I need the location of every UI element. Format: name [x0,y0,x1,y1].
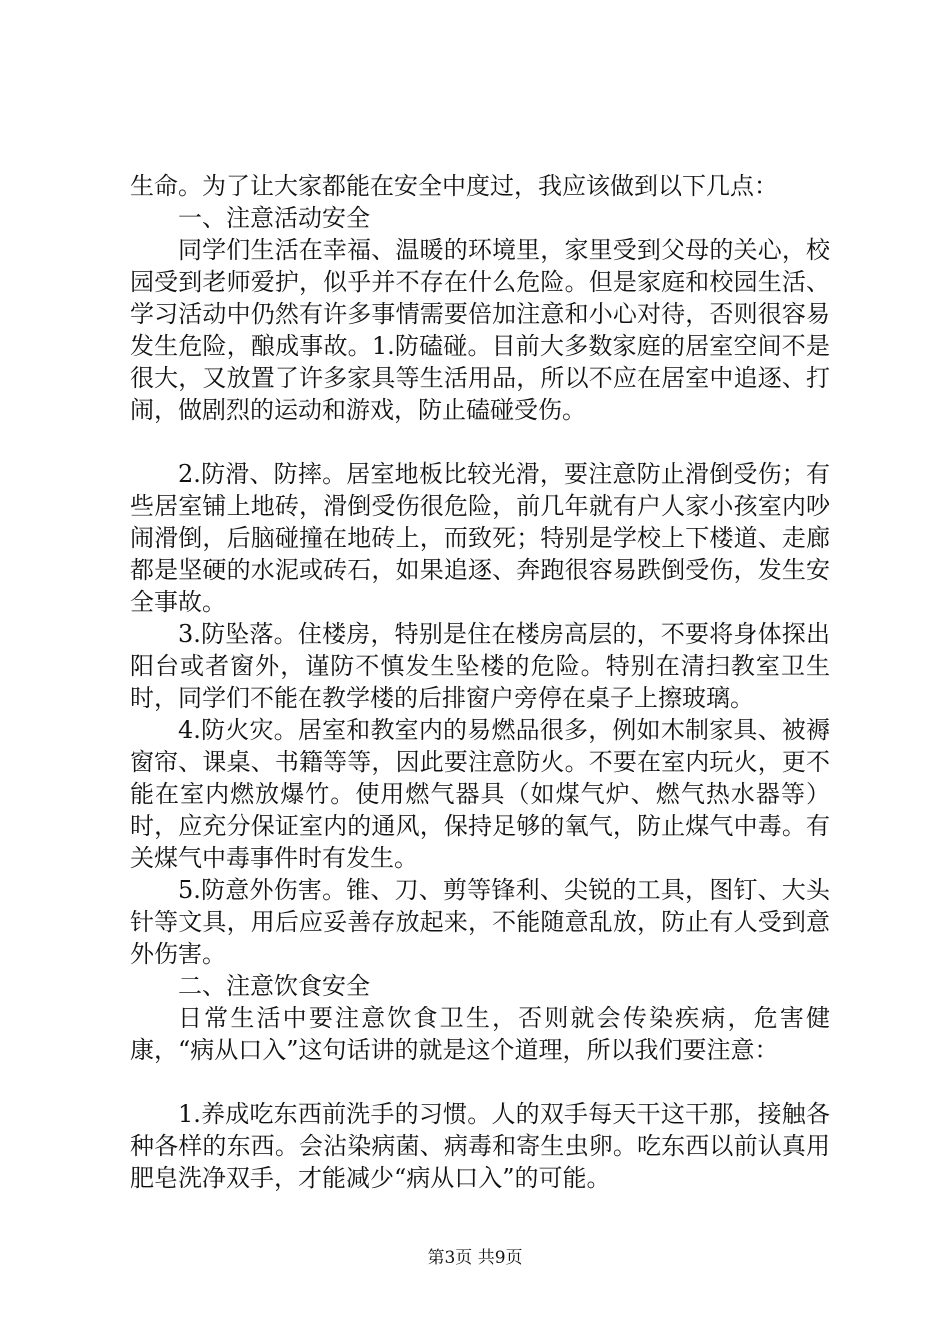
paragraph-activity-safety: 同学们生活在幸福、温暖的环境里，家里受到父母的关心，校园受到老师爱护，似乎并不存在什么危险。但是家庭和校园生活、学习活动中仍然有许多事情需要倍加注意和小心对待，否则很容易发生危险，酿成事故。1.防磕碰。目前大多数家庭的居室空间不是很大，又放置了许多家具等生活用品，所以不应在居室中追逐、打闹，做剧烈的运动和游戏，防止磕碰受伤。 [130,236,830,424]
section-heading-food-safety: 二、注意饮食安全 [178,972,370,1000]
paragraph-prevent-falling: 3.防坠落。住楼房，特别是住在楼房高层的，不要将身体探出阳台或者窗外，谨防不慎发生坠楼的危险。特别在清扫教室卫生时，同学们不能在教学楼的后排窗户旁停在桌子上擦玻璃。 [130,620,830,712]
paragraph-hand-washing: 1.养成吃东西前洗手的习惯。人的双手每天干这干那，接触各种各样的东西。会沾染病菌、病毒和寄生虫卵。吃东西以前认真用肥皂洗净双手，才能减少“病从口入”的可能。 [130,1100,830,1192]
paragraph-prevent-injury: 5.防意外伤害。锥、刀、剪等锋利、尖锐的工具，图钉、大头针等文具，用后应妥善存放起来，不能随意乱放，防止有人受到意外伤害。 [130,876,830,968]
paragraph-food-safety: 日常生活中要注意饮食卫生，否则就会传染疾病，危害健康，“病从口入”这句话讲的就是这个道理，所以我们要注意： [130,1004,830,1064]
paragraph-prevent-slipping: 2.防滑、防摔。居室地板比较光滑，要注意防止滑倒受伤；有些居室铺上地砖，滑倒受伤很危险，前几年就有户人家小孩室内吵闹滑倒，后脑碰撞在地砖上，而致死；特别是学校上下楼道、走廊都是坚硬的水泥或砖石，如果追逐、奔跑很容易跌倒受伤，发生安全事故。 [130,460,830,616]
document-body [130,170,830,1194]
paragraph-intro-continuation: 生命。为了让大家都能在安全中度过，我应该做到以下几点： [130,172,778,200]
section-heading-activity-safety: 一、注意活动安全 [178,204,370,232]
page-number-footer: 第3页 共9页 [427,1248,523,1268]
paragraph-prevent-fire: 4.防火灾。居室和教室内的易燃品很多，例如木制家具、被褥窗帘、课桌、书籍等等，因此要注意防火。不要在室内玩火，更不能在室内燃放爆竹。使用燃气器具（如煤气炉、燃气热水器等）时，应充分保证室内的通风，保持足够的氧气，防止煤气中毒。有关煤气中毒事件时有发生。 [130,716,830,872]
